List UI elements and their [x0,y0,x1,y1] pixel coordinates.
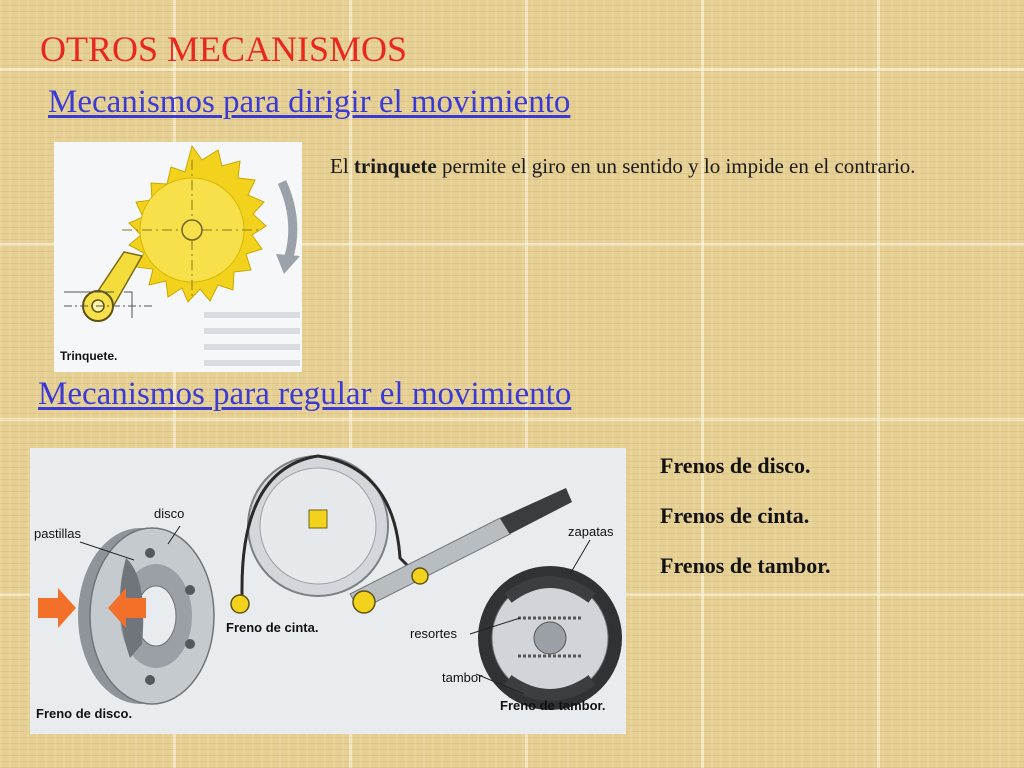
label-freno-cinta: Freno de cinta. [226,620,319,635]
label-pastillas: pastillas [34,526,81,541]
label-freno-tambor: Freno de tambor. [500,698,606,713]
brake-item-disco: Frenos de disco. [660,453,811,478]
label-disco: disco [154,506,185,521]
ratchet-caption: Trinquete. [60,349,118,363]
label-zapatas: zapatas [568,524,614,539]
ratchet-description [330,150,990,183]
desc-text-before: El [330,154,354,178]
label-resortes: resortes [410,626,457,641]
brake-item-tambor: Frenos de tambor. [660,553,831,578]
label-tambor: tambor [442,670,483,685]
slide-title: OTROS MECANISMOS [40,29,408,69]
heading-dirigir-movimiento: Mecanismos para dirigir el movimiento [48,84,571,120]
brake-item-cinta: Frenos de cinta. [660,503,810,528]
label-freno-disco: Freno de disco. [36,706,133,721]
desc-term-trinquete: trinquete [353,154,437,178]
heading-regular-movimiento: Mecanismos para regular el movimiento [38,376,572,412]
ratchet-illustration [54,142,302,372]
desc-text-after: permite el giro en un sentido y lo impide en el contrario. [436,154,916,178]
brake-types-list [660,450,831,600]
brakes-illustration [30,448,626,734]
